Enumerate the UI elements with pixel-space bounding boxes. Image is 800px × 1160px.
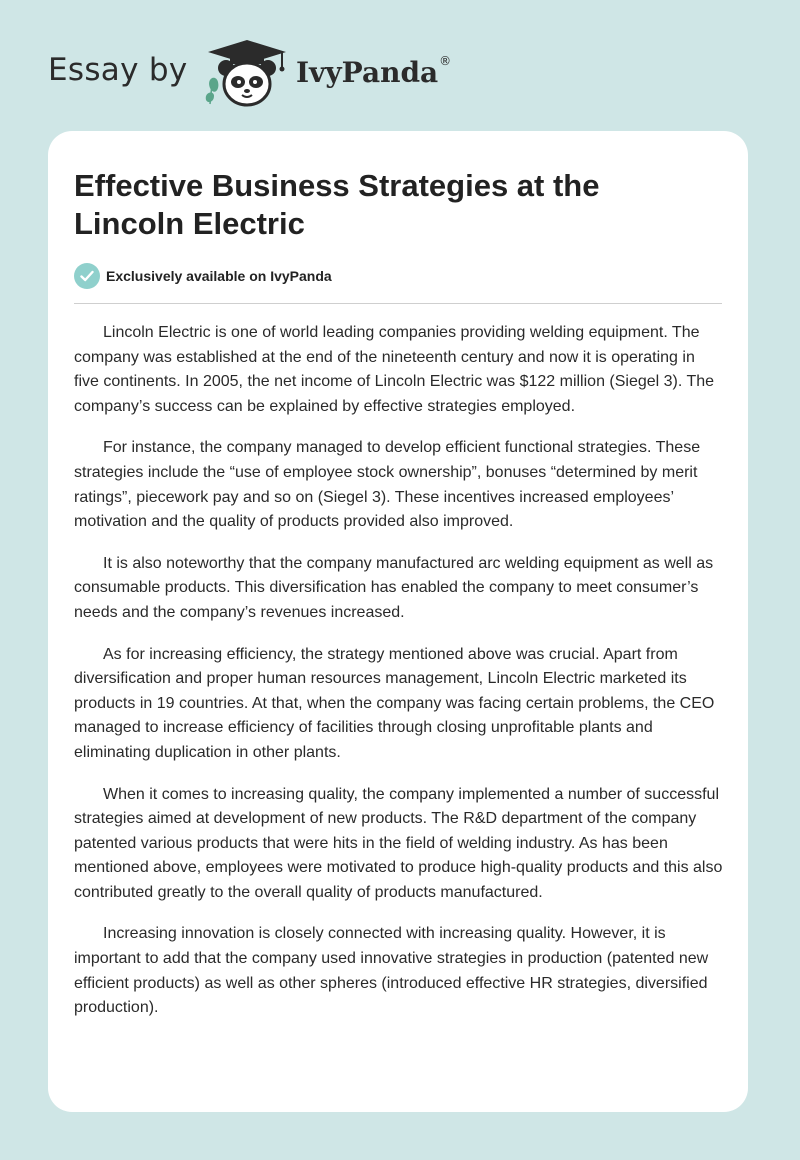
brand-name-text: IvyPanda (296, 56, 439, 89)
check-icon (74, 263, 100, 289)
paragraph: When it comes to increasing quality, the company implemented a number of successful strategies aimed at development of new products. The R&D department of the company patented various products that were hits in the field of welding industry. As has been mentioned above, employees were motivated to produce high-quality products and this also contributed greatly to the overall quality of products manufactured. (74, 785, 723, 901)
essay-title: Effective Business Strategies at the Lincoln Electric (74, 168, 600, 241)
brand-prefix: Essay by (48, 52, 188, 88)
exclusive-badge (74, 263, 332, 289)
site-header (0, 0, 800, 130)
registered-mark: ® (439, 54, 452, 68)
paragraph: As for increasing efficiency, the strategy mentioned above was crucial. Apart from diversification and proper human resources management, Lincoln Electric marketed its products in 19 countries. At that, when the company was facing certain problems, the CEO managed to increase efficiency of facilities through closing unprofitable plants and eliminating duplication in other plants. (74, 645, 715, 761)
paragraph: For instance, the company managed to develop efficient functional strategies. These strategies include the “use of employee stock ownership”, bonuses “determined by merit ratings”, piecework pay and so on (Siegel 3). These incentives increased employees’ motivation and the quality of products provided also improved. (74, 439, 701, 531)
essay-body (74, 321, 724, 1038)
paragraph: It is also noteworthy that the company manufactured arc welding equipment as well as consumable products. This diversification has enabled the company to meet consumer’s needs and the company’s revenues increased. (74, 554, 714, 621)
panda-graduate-icon[interactable] (202, 38, 292, 108)
essay-card (48, 131, 748, 1112)
divider (74, 303, 722, 304)
brand-name[interactable] (296, 56, 450, 89)
badge-label: Exclusively available on IvyPanda (106, 268, 332, 284)
paragraph: Lincoln Electric is one of world leading companies providing welding equipment. The company was established at the end of the nineteenth century and now it is operating in five continents. In 2005, the net income of Lincoln Electric was $122 million (Siegel 3). The company’s success can be explained by effective strategies employed. (74, 324, 715, 415)
paragraph: Increasing innovation is closely connected with increasing quality. However, it is important to add that the company used innovative strategies in production (patented new efficient products) as well as other spheres (introduced effective HR strategies, diversified production). (74, 925, 709, 1017)
